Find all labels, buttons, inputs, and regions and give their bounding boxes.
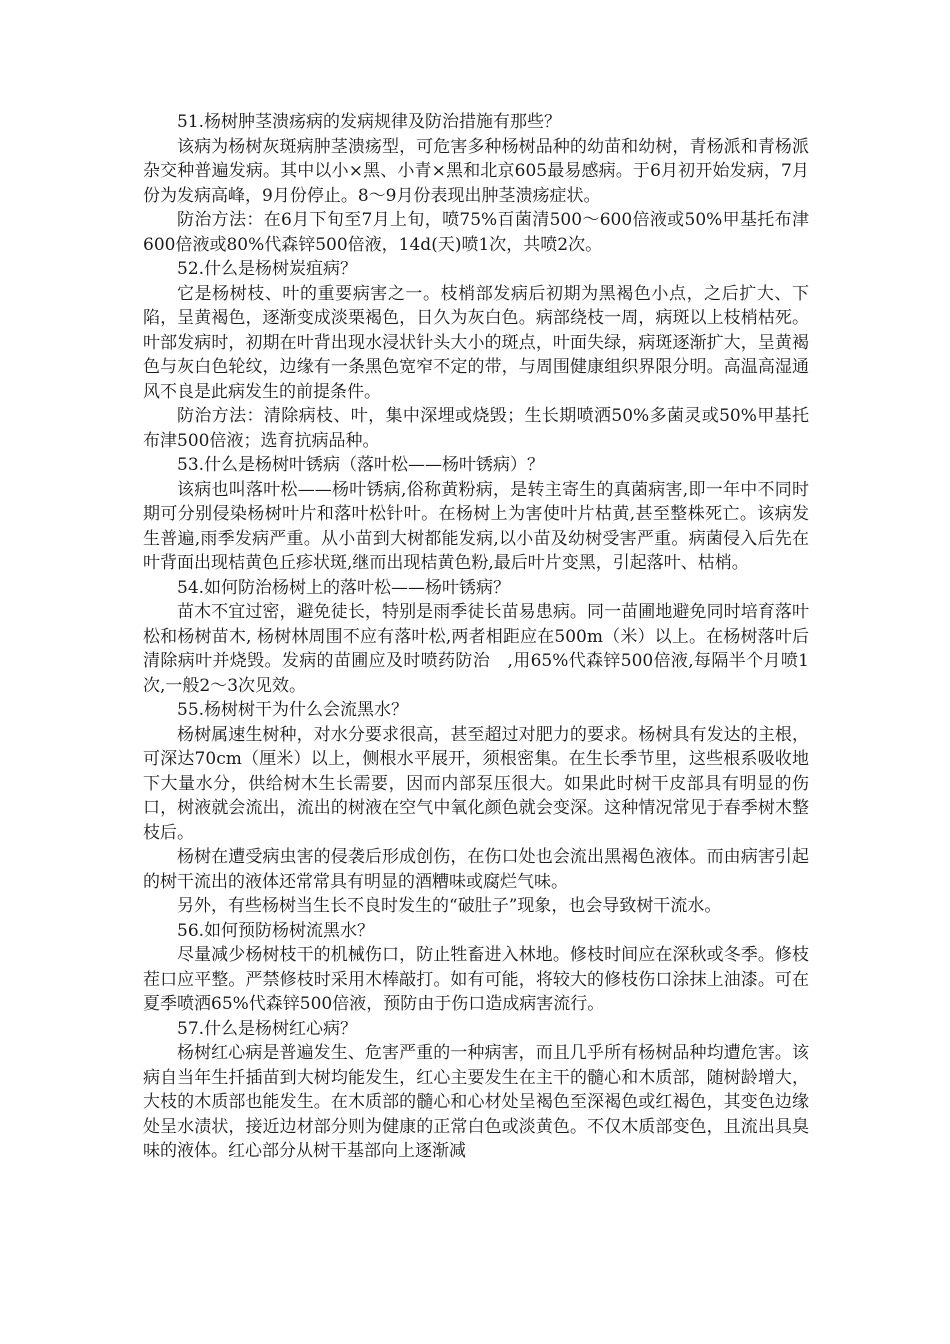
body-paragraph: 该病为杨树灰斑病肿茎溃疡型，可危害多种杨树品种的幼苗和幼树，青杨派和青杨派杂交种普遍发病。其中以小×黑、小青×黑和北京605最易感病。于6月初开始发病，7月份为发病高峰，9月份停止。8～9月份表现出肿茎溃疡症状。: [143, 136, 809, 206]
body-paragraph: 防治方法：在6月下旬至7月上旬，喷75%百菌清500～600倍液或50%甲基托布津600倍液或80%代森锌500倍液，14d(天)喷1次，共喷2次。: [143, 210, 809, 255]
document-page: [143, 110, 809, 1164]
question-heading: 57.什么是杨树红心病？: [177, 1018, 358, 1039]
question-heading: 51.杨树肿茎溃疡病的发病规律及防治措施有那些？: [177, 112, 562, 132]
question-heading: 52.什么是杨树炭疽病？: [177, 259, 358, 279]
body-paragraph: 它是杨树枝、叶的重要病害之一。枝梢部发病后初期为黑褐色小点，之后扩大、下陷，呈黄褐色，逐渐变成淡栗褐色，日久为灰白色。病部绕枝一周，病斑以上枝梢枯死。叶部发病时，初期在叶背出现水浸状针头大小的斑点，叶面失绿，病斑逐渐扩大，呈黄褐色与灰白色轮纹，边缘有一条黑色宽窄不定的带，与周围健康组织界限分明。高温高湿通风不良是此病发生的前提条件。: [143, 283, 809, 402]
body-paragraph: 另外，有些杨树当生长不良时发生的“破肚子”现象，也会导致树干流水。: [177, 896, 722, 916]
body-paragraph: 苗木不宜过密，避免徒长，特别是雨季徒长苗易患病。同一苗圃地避免同时培育落叶松和杨树苗木, 杨树林周围不应有落叶松,两者相距应在500m（米）以上。在杨树落叶后清除病叶并烧毁。发病的苗圃应及时喷药防治 ,用65%代森锌500倍液,每隔半个月喷1次,一般2～3次见效。: [143, 602, 809, 696]
body-paragraph: 该病也叫落叶松——杨叶锈病,俗称黄粉病，是转主寄生的真菌病害,即一年中不同时期可分别侵染杨树叶片和落叶松针叶。在杨树上为害使叶片枯黄,甚至整株死亡。该病发生普遍,雨季发病严重。从小苗到大树都能发病,以小苗及幼树受害严重。病菌侵入后先在叶背面出现桔黄色丘疹状斑,继而出现桔黄色粉,最后叶片变黑，引起落叶、枯梢。: [143, 479, 809, 573]
body-paragraph: 防治方法：清除病枝、叶，集中深埋或烧毁；生长期喷洒50%多菌灵或50%甲基托布津500倍液；选育抗病品种。: [143, 406, 809, 451]
question-heading: 55.杨树树干为什么会流黑水？: [177, 700, 409, 720]
body-paragraph: 杨树在遭受病虫害的侵袭后形成创伤，在伤口处也会流出黑褐色液体。而由病害引起的树干流出的液体还常常具有明显的酒糟味或腐烂气味。: [143, 847, 809, 892]
question-heading: 53.什么是杨树叶锈病（落叶松——杨叶锈病）？: [177, 455, 545, 475]
body-paragraph: 杨树红心病是普遍发生、危害严重的一种病害，而且几乎所有杨树品种均遭危害。该病自当年生扦插苗到大树均能发生，红心主要发生在主干的髓心和木质部，随树龄增大，大枝的木质部也能发生。在木质部的髓心和心材处呈褐色至深褐色或红褐色，其变色边缘处呈水渍状，接近边材部分则为健康的正常白色或淡黄色。不仅木质部变色，且流出具臭味的液体。红心部分从树干基部向上逐渐减: [143, 1043, 809, 1161]
body-paragraph: 杨树属速生树种，对水分要求很高，甚至超过对肥力的要求。杨树具有发达的主根，可深达70cm（厘米）以上，侧根水平展开，须根密集。在生长季节里，这些根系吸收地下大量水分，供给树木生长需要，因而内部泵压很大。如果此时树干皮部具有明显的伤口，树液就会流出，流出的树液在空气中氧化颜色就会变深。这种情况常见于春季树木整枝后。: [143, 724, 809, 843]
question-heading: 56.如何预防杨树流黑水？: [177, 920, 375, 941]
body-paragraph: 尽量减少杨树枝干的机械伤口，防止牲畜进入林地。修枝时间应在深秋或冬季。修枝茬口应平整。严禁修枝时采用木棒敲打。如有可能，将较大的修枝伤口涂抹上油漆。可在夏季喷洒65%代森锌500倍液，预防由于伤口造成病害流行。: [143, 945, 809, 1014]
question-heading: 54.如何防治杨树上的落叶松——杨叶锈病？: [177, 577, 511, 598]
